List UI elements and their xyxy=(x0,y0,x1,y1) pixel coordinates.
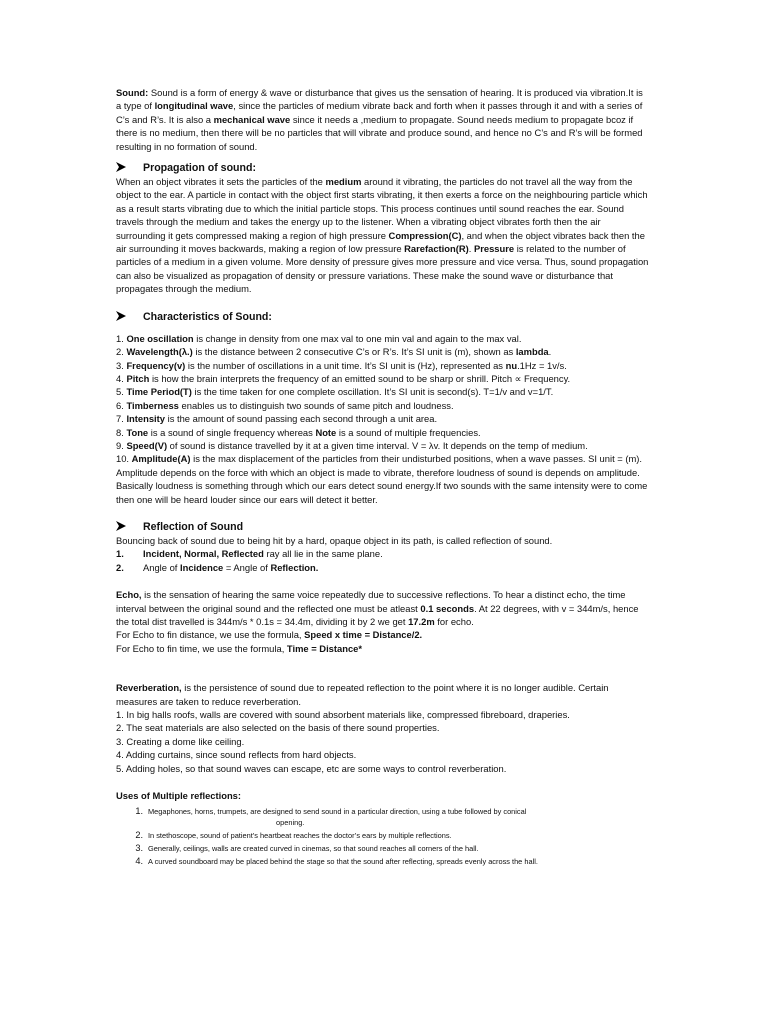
item-term: Pitch xyxy=(126,372,150,384)
item-number: 4. xyxy=(116,372,127,384)
echo-time-formula xyxy=(116,642,650,655)
document-page xyxy=(116,86,650,869)
list-item xyxy=(116,843,650,854)
body-term: Pressure xyxy=(473,243,515,255)
list-item: 3. Creating a dome like ceiling. xyxy=(116,735,245,747)
section-heading-characteristics xyxy=(116,310,650,324)
heading-text: Reflection of Sound xyxy=(143,520,244,533)
item-number: 5. xyxy=(116,386,127,398)
item-term: Frequency(v) xyxy=(126,359,186,371)
body-text: When an object vibrates it sets the particles of the xyxy=(116,176,326,188)
body-term: Compression(C) xyxy=(388,229,462,241)
item-text: Megaphones, horns, trumpets, are designed to send sound in a particular direction, using a tube followed by conical xyxy=(148,807,527,817)
item-text: is change in density from one max val to one min val and again to the max val. xyxy=(193,332,522,344)
item-number: 10. xyxy=(116,453,132,465)
item-text: Angle of xyxy=(143,561,181,573)
item-text: ray all lie in the same plane. xyxy=(263,548,383,560)
item-text: is the time taken for one complete oscillation. It’s SI unit is second(s). T=1/v and v=1/T. xyxy=(191,386,554,398)
list-item xyxy=(116,830,650,841)
body-term: Rarefaction(R) xyxy=(404,243,469,255)
characteristics-list xyxy=(116,332,650,506)
item-number: 6. xyxy=(116,399,127,411)
body-text: For Echo to fin distance, we use the formula, xyxy=(116,629,305,641)
heading-text: Characteristics of Sound: xyxy=(143,310,272,323)
list-item xyxy=(116,452,650,506)
heading-text: Uses of Multiple reflections: xyxy=(116,790,242,802)
item-number: 1. xyxy=(116,548,124,560)
item-number: 2. xyxy=(116,346,127,358)
item-number: 2. xyxy=(116,561,124,573)
item-term: Incident, Normal, Reflected xyxy=(143,548,264,560)
body-text: For Echo to fin time, we use the formula, xyxy=(116,642,287,654)
list-item: 2. The seat materials are also selected on the basis of there sound properties. xyxy=(116,722,440,734)
item-text: of sound is distance travelled by it at a given time interval. V = λv. It depends on the temp of medium. xyxy=(167,439,588,451)
reflection-laws-list xyxy=(116,547,650,574)
body-text: is the persistence of sound due to repeated reflection to the point where it is no longer audible. Certain measures are taken to reduce reverberation. xyxy=(116,682,609,707)
arrowhead-bullet-icon xyxy=(116,521,130,533)
intro-term: longitudinal wave xyxy=(154,100,234,112)
list-item xyxy=(116,399,650,412)
echo-paragraph xyxy=(116,588,650,628)
item-number: 2. xyxy=(135,830,143,841)
item-term: lambda xyxy=(515,346,549,358)
item-text: is the max displacement of the particles from their undisturbed positions, when a wave passes. SI unit = (m). Amplitude depends on the force with which an object is made to vibrate, therefore loudness of sound is depends on amplitude. Basically loudness is something through which our ears detect sound energy.If two sounds with the same intensity were to come then one will be heard louder since our ears will detect it better. xyxy=(116,453,648,505)
item-number: 1. xyxy=(116,332,127,344)
item-term: One oscillation xyxy=(126,332,194,344)
item-term: nu xyxy=(505,359,518,371)
body-text: , and when the object vibrates back then the air surrounding it moves backwards, making a region of low pressure xyxy=(116,229,645,255)
body-text: is related to the number of particles of a medium in a given volume. More density of pressure gives more pressure and vice versa. Thus, sound propagation can also be visualized as propagation of density or pressure variations. These make the sound wave or disturbance that propagates through the medium. xyxy=(116,243,649,295)
item-text: is a sound of single frequency whereas xyxy=(148,426,316,438)
list-item xyxy=(116,439,650,452)
item-number: 3. xyxy=(116,359,127,371)
list-item: 5. Adding holes, so that sound waves can escape, etc are some ways to control reverberation. xyxy=(116,762,507,774)
item-text: is how the brain interprets the frequency of an emitted sound to be sharp or shrill. Pitch ∝ Frequency. xyxy=(149,372,571,384)
arrowhead-bullet-icon xyxy=(116,162,130,174)
body-text: . At 22 degrees, with v = 344m/s, hence the total dist travelled is 344m/s * 0.1s = 34.4m, dividing it by 2 we get xyxy=(116,602,639,627)
item-term: Speed(V) xyxy=(126,439,168,451)
list-item xyxy=(116,412,650,425)
item-term: Amplitude(A) xyxy=(131,453,191,465)
item-text: is the distance between 2 consecutive C’s or R’s. It’s SI unit is (m), shown as xyxy=(192,346,516,358)
list-item xyxy=(116,806,650,828)
intro-term: Sound: xyxy=(116,87,149,98)
body-text: is the sensation of hearing the same voice repeatedly due to successive reflections. To hear a distinct echo, the time interval between the original sound and the reflected one must be atleast xyxy=(116,589,626,614)
reverberation-paragraph xyxy=(116,681,650,708)
reverberation-term: Reverberation, xyxy=(116,682,182,694)
arrowhead-bullet-icon xyxy=(116,311,130,323)
item-number: 1. xyxy=(135,806,143,817)
uses-heading xyxy=(116,789,650,802)
uses-list xyxy=(116,806,650,867)
item-term: Reflection. xyxy=(270,561,319,573)
propagation-paragraph xyxy=(116,175,650,296)
item-term: Intensity xyxy=(126,413,165,425)
intro-text: since it needs a ,medium to propagate. Sound needs medium to propagate bcoz if there is no medium, then there will be no particles that will vibrate and produce sound, and hence no C’s and R’s will be formed resulting in no formation of sound. xyxy=(116,113,643,152)
body-text: around it vibrating, the particles do not travel all the way from the object to the ear. A particle in contact with the object first starts vibrating, it then exerts a force on the neighbouring particle which as a result starts vibrating due to which the initial particle stops. This process continues until sound reaches the ear. Sound travels through the medium and takes the energy up to the listener. When a vibrating object vibrates forth then the air surrounding it gets compressed making a region of high pressure xyxy=(116,176,648,241)
item-text: Generally, ceilings, walls are created curved in cinemas, so that sound reaches all corners of the hall. xyxy=(148,844,479,854)
body-term: 0.1 seconds xyxy=(420,602,475,614)
list-item xyxy=(116,372,650,385)
intro-text: Sound is a form of energy & wave or disturbance that gives us the sensation of hearing. It is produced via vibration.It is a type of xyxy=(116,87,643,112)
list-item xyxy=(116,561,650,574)
intro-paragraph xyxy=(116,86,650,153)
intro-term: mechanical wave xyxy=(213,113,291,125)
heading-text: Propagation of sound: xyxy=(143,162,256,175)
echo-term: Echo, xyxy=(116,589,142,601)
list-item xyxy=(116,426,650,439)
echo-distance-formula xyxy=(116,628,650,641)
item-term: Wavelength(λ.) xyxy=(126,346,193,358)
item-text: enables us to distinguish two sounds of same pitch and loudness. xyxy=(178,399,454,411)
list-item xyxy=(116,345,650,358)
item-term: Timberness xyxy=(126,399,179,411)
list-item xyxy=(116,856,650,867)
item-term: Incidence xyxy=(180,561,224,573)
item-text: In stethoscope, sound of patient’s heartbeat reaches the doctor’s ears by multiple reflections. xyxy=(148,831,452,841)
item-number: 8. xyxy=(116,426,127,438)
item-term: Tone xyxy=(126,426,149,438)
body-term: medium xyxy=(325,176,362,188)
item-number: 3. xyxy=(135,843,143,854)
body-text: . xyxy=(468,243,474,255)
list-item: 4. Adding curtains, since sound reflects from hard objects. xyxy=(116,749,357,761)
list-item: 1. In big halls roofs, walls are covered with sound absorbent materials like, compressed fibreboard, draperies. xyxy=(116,709,570,721)
item-text: . xyxy=(548,346,552,358)
body-text: for echo. xyxy=(434,616,474,627)
item-term: Time Period(T) xyxy=(126,386,192,398)
item-number: 7. xyxy=(116,413,127,425)
body-term: 17.2m xyxy=(408,616,435,627)
intro-text: , since the particles of medium vibrate back and forth when it passes through it and with a series of C’s and R’s. It is also a xyxy=(116,100,643,125)
item-text-continuation: opening. xyxy=(276,818,305,828)
list-item xyxy=(116,359,650,372)
list-item xyxy=(116,332,650,345)
list-item xyxy=(116,385,650,398)
section-heading-reflection xyxy=(116,520,650,534)
item-number: 9. xyxy=(116,439,127,451)
formula: Time = Distance* xyxy=(286,642,363,654)
section-heading-propagation xyxy=(116,161,650,175)
reflection-definition: Bouncing back of sound due to being hit by a hard, opaque object in its path, is called reflection of sound. xyxy=(116,534,553,546)
item-term: Note xyxy=(315,426,337,438)
item-text: is the amount of sound passing each second through a unit area. xyxy=(165,413,438,425)
formula: Speed x time = Distance/2. xyxy=(304,629,423,641)
item-text: .1Hz = 1v/s. xyxy=(517,359,567,371)
item-text: A curved soundboard may be placed behind the stage so that the sound after reflecting, spreads evenly across the hall. xyxy=(148,857,538,867)
item-text: = Angle of xyxy=(223,561,271,573)
item-number: 4. xyxy=(135,856,143,867)
item-text: is a sound of multiple frequencies. xyxy=(336,426,481,438)
item-text: is the number of oscillations in a unit time. It’s SI unit is (Hz), represented as xyxy=(185,359,506,371)
list-item xyxy=(116,547,650,560)
